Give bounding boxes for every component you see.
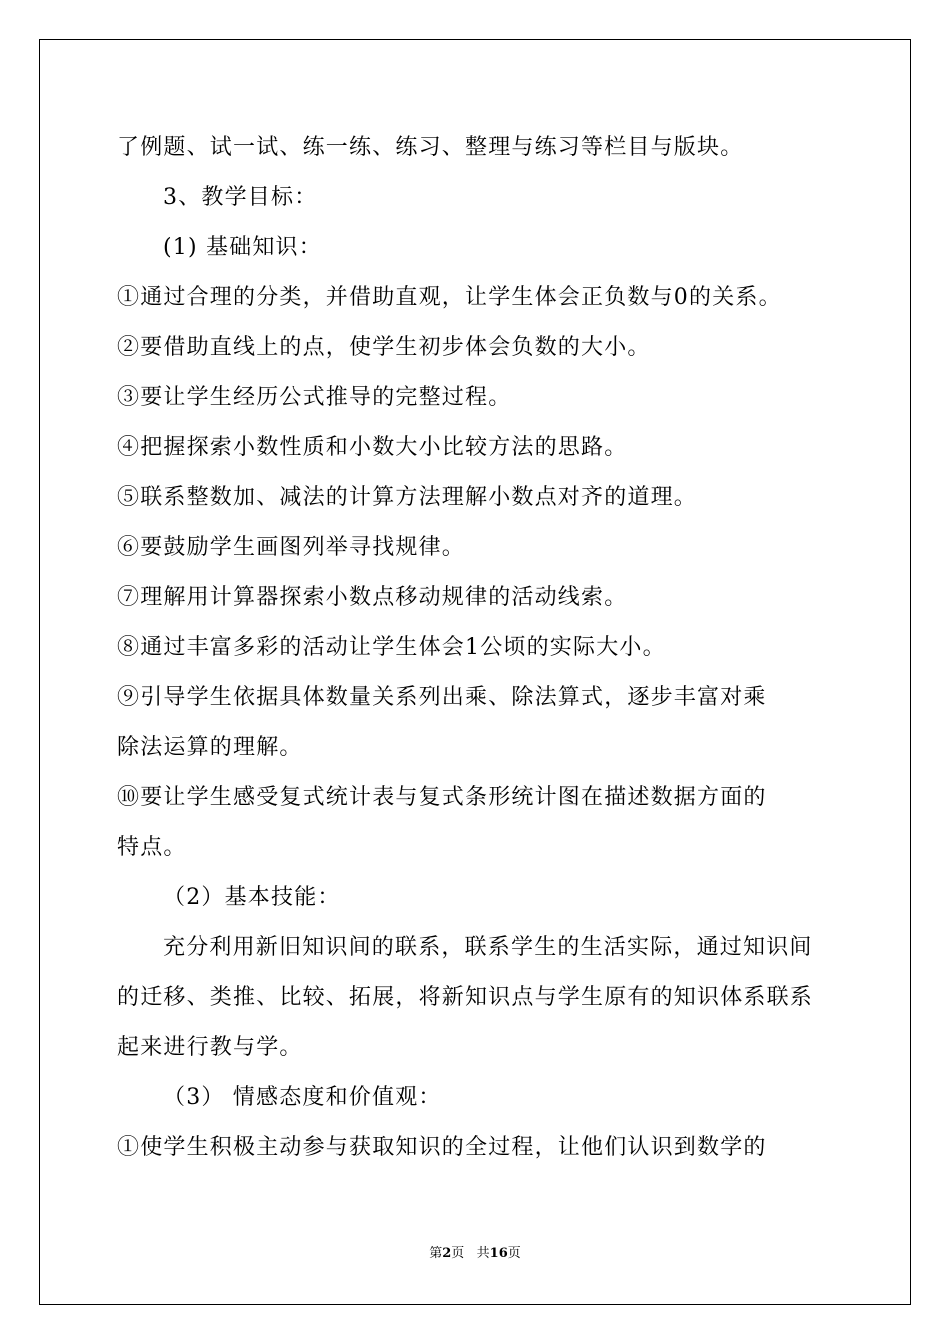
text-line-continuation: 了例题、试一试、练一练、练习、整理与练习等栏目与版块。 bbox=[117, 135, 744, 160]
footer-page-suffix: 页 共 bbox=[451, 1246, 490, 1261]
list-item-9-continued: 除法运算的理解。 bbox=[117, 735, 303, 760]
list-item-6: ⑥要鼓励学生画图列举寻找规律。 bbox=[117, 535, 466, 560]
list-item-9: ⑨引导学生依据具体数量关系列出乘、除法算式，逐步丰富对乘 bbox=[117, 685, 767, 710]
list-item-10-continued: 特点。 bbox=[117, 835, 187, 860]
list-item-4: ④把握探索小数性质和小数大小比较方法的思路。 bbox=[117, 435, 628, 460]
subheading-basic-skills: （2）基本技能： bbox=[163, 885, 341, 910]
list-item-5: ⑤联系整数加、减法的计算方法理解小数点对齐的道理。 bbox=[117, 485, 698, 510]
list-item-10: ⑩要让学生感受复式统计表与复式条形统计图在描述数据方面的 bbox=[117, 785, 767, 810]
list-item-2: ②要借助直线上的点，使学生初步体会负数的大小。 bbox=[117, 335, 651, 360]
list-item-8: ⑧通过丰富多彩的活动让学生体会1公顷的实际大小。 bbox=[117, 635, 666, 660]
footer-prefix: 第 bbox=[429, 1246, 443, 1261]
list-item-3: ③要让学生经历公式推导的完整过程。 bbox=[117, 385, 512, 410]
section-heading-teaching-goals: 3、教学目标： bbox=[163, 185, 318, 210]
subheading-attitudes-values: （3） 情感态度和价值观： bbox=[163, 1085, 442, 1110]
paragraph-skills-line-3: 起来进行教与学。 bbox=[117, 1035, 303, 1060]
list-item-7: ⑦理解用计算器探索小数点移动规律的活动线索。 bbox=[117, 585, 628, 610]
page-footer bbox=[0, 1244, 950, 1264]
list-item-1: ①通过合理的分类，并借助直观，让学生体会正负数与0的关系。 bbox=[117, 285, 782, 310]
paragraph-skills-line-1: 充分利用新旧知识间的联系，联系学生的生活实际，通过知识间 bbox=[163, 935, 813, 960]
paragraph-skills-line-2: 的迁移、类推、比较、拓展，将新知识点与学生原有的知识体系联系 bbox=[117, 985, 814, 1010]
subheading-basic-knowledge: (1) 基础知识： bbox=[163, 235, 322, 260]
footer-total-pages: 16 bbox=[489, 1246, 508, 1261]
footer-total-suffix: 页 bbox=[507, 1246, 521, 1261]
attitude-item-1: ①使学生积极主动参与获取知识的全过程，让他们认识到数学的 bbox=[117, 1135, 767, 1160]
footer-page-number: 2 bbox=[442, 1246, 452, 1261]
